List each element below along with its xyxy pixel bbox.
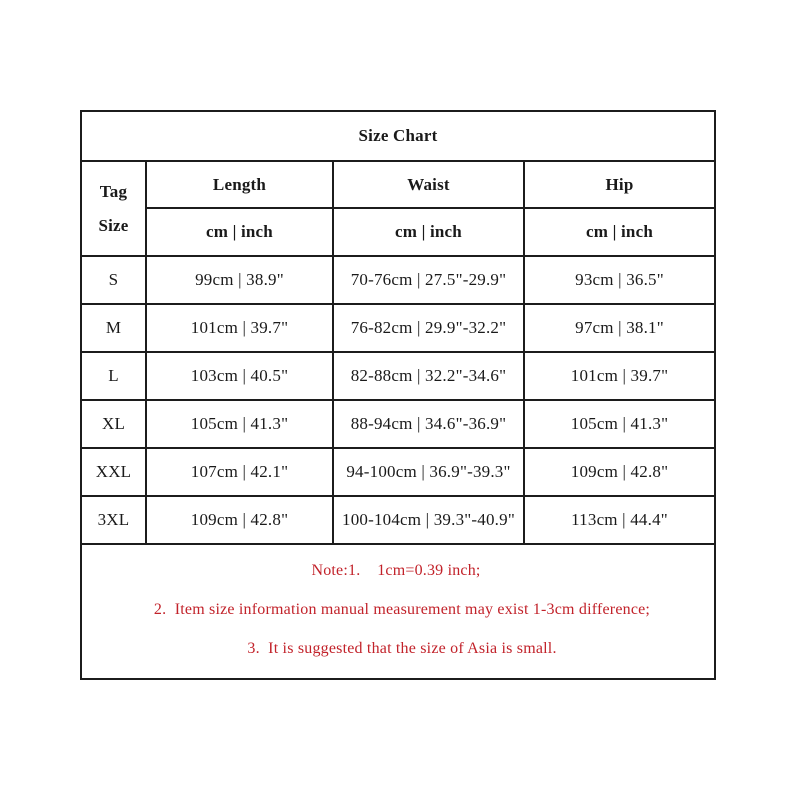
waist-value: 100-104cm | 39.3"-40.9"	[333, 496, 524, 544]
hip-value: 93cm | 36.5"	[524, 256, 715, 304]
unit-label-length: cm | inch	[146, 208, 333, 256]
corner-label-tag: Tag	[99, 181, 128, 201]
unit-label-waist: cm | inch	[333, 208, 524, 256]
length-value: 105cm | 41.3"	[146, 400, 333, 448]
notes-list	[82, 555, 714, 669]
column-header-hip: Hip	[524, 161, 715, 208]
notes-row	[81, 544, 715, 679]
hip-value: 105cm | 41.3"	[524, 400, 715, 448]
table-row-3xl	[81, 496, 715, 544]
column-header-length: Length	[146, 161, 333, 208]
waist-value: 94-100cm | 36.9"-39.3"	[333, 448, 524, 496]
waist-value: 82-88cm | 32.2"-34.6"	[333, 352, 524, 400]
unit-label-hip: cm | inch	[524, 208, 715, 256]
size-cell: L	[81, 352, 146, 400]
corner-cell-tag-size	[81, 161, 146, 256]
table-row-s	[81, 256, 715, 304]
length-value: 109cm | 42.8"	[146, 496, 333, 544]
hip-value: 109cm | 42.8"	[524, 448, 715, 496]
hip-value: 113cm | 44.4"	[524, 496, 715, 544]
hip-value: 97cm | 38.1"	[524, 304, 715, 352]
size-cell: XXL	[81, 448, 146, 496]
table-row-m	[81, 304, 715, 352]
note-1: Note:1. 1cm=0.39 inch;	[311, 561, 481, 579]
waist-value: 88-94cm | 34.6"-36.9"	[333, 400, 524, 448]
title-row	[81, 111, 715, 161]
notes-cell	[81, 544, 715, 679]
size-cell: XL	[81, 400, 146, 448]
note-3: 3. It is suggested that the size of Asia is small.	[247, 639, 557, 657]
length-value: 99cm | 38.9"	[146, 256, 333, 304]
size-cell: S	[81, 256, 146, 304]
note-2: 2. Item size information manual measurement may exist 1-3cm difference;	[153, 600, 651, 618]
corner-label-size: Size	[98, 215, 129, 235]
column-header-waist: Waist	[333, 161, 524, 208]
table-row-xl	[81, 400, 715, 448]
size-cell: 3XL	[81, 496, 146, 544]
hip-value: 101cm | 39.7"	[524, 352, 715, 400]
size-cell: M	[81, 304, 146, 352]
size-chart-container	[80, 110, 716, 680]
waist-value: 76-82cm | 29.9"-32.2"	[333, 304, 524, 352]
table-row-xxl	[81, 448, 715, 496]
header-row	[81, 161, 715, 208]
table-row-l	[81, 352, 715, 400]
page-title: Size Chart	[81, 111, 715, 161]
waist-value: 70-76cm | 27.5"-29.9"	[333, 256, 524, 304]
length-value: 103cm | 40.5"	[146, 352, 333, 400]
size-chart-table	[80, 110, 716, 680]
corner-label	[82, 182, 145, 236]
length-value: 101cm | 39.7"	[146, 304, 333, 352]
length-value: 107cm | 42.1"	[146, 448, 333, 496]
unit-row	[81, 208, 715, 256]
